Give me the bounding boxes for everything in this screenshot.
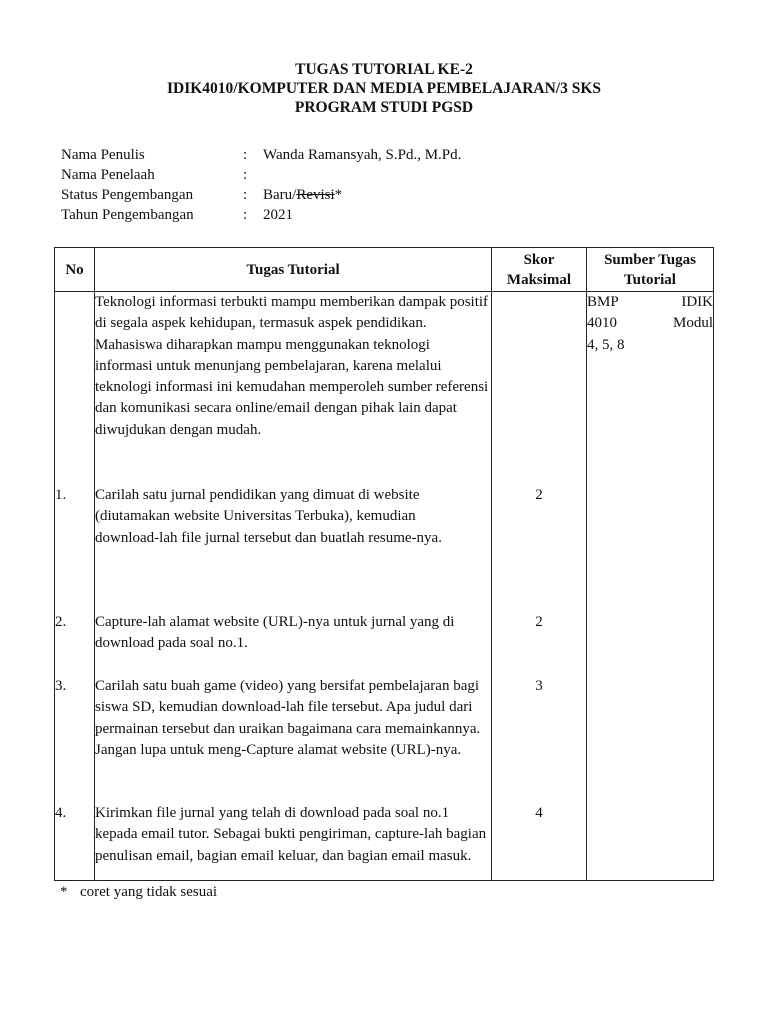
meta-row-tahun [61,205,461,225]
task-table [54,247,714,881]
no-column [55,292,95,881]
task-score: 4 [535,805,543,821]
task-score: 2 [535,614,543,630]
task-text: Carilah satu buah game (video) yang bersifat pembelajaran bagi siswa SD, kemudian download-lah file tersebut. Apa judul dari permainan tersebut dan uraikan bagaimana cara memainkannya. Jangan lupa untuk meng-Capture alamat website (URL)-nya. [95,678,481,758]
task-column [95,292,492,881]
footnote-asterisk: * [60,884,68,900]
document-header [0,60,768,117]
source-word: Modul [672,315,713,332]
meta-row-penulis [61,145,461,165]
source-line [587,292,713,313]
source-column [587,292,714,881]
header-title: TUGAS TUTORIAL KE-2 [295,61,473,78]
source-line [587,313,713,334]
header-program: PROGRAM STUDI PGSD [294,99,474,116]
header-source [587,248,714,292]
source-word: 4010 [587,315,617,332]
meta-label: Nama Penelaah [61,167,155,183]
task-number: 2. [55,614,67,630]
table-row [55,292,714,881]
meta-colon: : [243,167,248,183]
footnote [60,884,217,901]
footnote-text: coret yang tidak sesuai [80,884,218,900]
source-word: BMP [587,294,619,310]
source-modules: 4, 5, 8 [587,336,625,353]
table-header-row [55,248,714,292]
status-baru: Baru/ [263,187,297,203]
meta-label: Nama Penulis [61,147,145,163]
header-skor-line1: Skor [523,251,555,268]
document-meta [61,145,461,225]
meta-value [263,185,342,205]
task-number: 3. [55,678,67,694]
task-score: 2 [535,487,543,503]
task-text [95,485,491,612]
header-skor-line2: Maksimal [506,271,572,288]
header-task: Tugas Tutorial [95,248,492,292]
task-text: Capture-lah alamat website (URL)-nya untuk jurnal yang di download pada soal no.1. [95,614,455,652]
header-no: No [55,248,95,292]
header-source-line1: Sumber Tugas [604,251,696,268]
header-course: IDIK4010/KOMPUTER DAN MEDIA PEMBELAJARAN/3 SKS [166,80,602,97]
header-skor [492,248,587,292]
meta-value: Wanda Ramansyah, S.Pd., M.Pd. [263,147,462,163]
task-score: 3 [535,678,543,694]
task-number: 4. [55,805,67,821]
task-number: 1. [55,487,67,503]
source-word: IDIK [681,294,713,310]
skor-column [492,292,587,881]
status-asterisk: * [334,187,343,203]
header-source-line2: Tutorial [624,271,676,288]
meta-row-status [61,185,461,205]
meta-label: Tahun Pengembangan [61,207,194,223]
task-1-text: Carilah satu jurnal pendidikan yang dimuat di website (diutamakan website Universitas Terbuka), kemudian [95,487,420,525]
intro-paragraph: Teknologi informasi terbukti mampu memberikan dampak positif di segala aspek kehidupan, termasuk aspek pendidikan. Mahasiswa diharapkan mampu menggunakan teknologi informasi untuk menunjang pembelajaran, karena melalui teknologi informasi ini kemudahan memperoleh sumber referensi dan komunikasi secara online/email dengan pihak lain dapat diwujdukan dengan mudah. [95,294,489,438]
meta-colon: : [243,187,248,203]
meta-value: 2021 [263,207,293,223]
meta-colon: : [243,207,248,223]
status-revisi-struck: Revisi [296,187,335,203]
task-1-text-continued: download-lah file jurnal tersebut dan buatlah resume-nya. [95,529,442,546]
meta-row-penelaah [61,165,461,185]
meta-colon: : [243,147,248,163]
task-text: Kirimkan file jurnal yang telah di download pada soal no.1 kepada email tutor. Sebagai bukti pengiriman, capture-lah bagian penulisan email, bagian email keluar, dan bagian email masuk. [95,805,487,864]
meta-label: Status Pengembangan [61,187,194,203]
